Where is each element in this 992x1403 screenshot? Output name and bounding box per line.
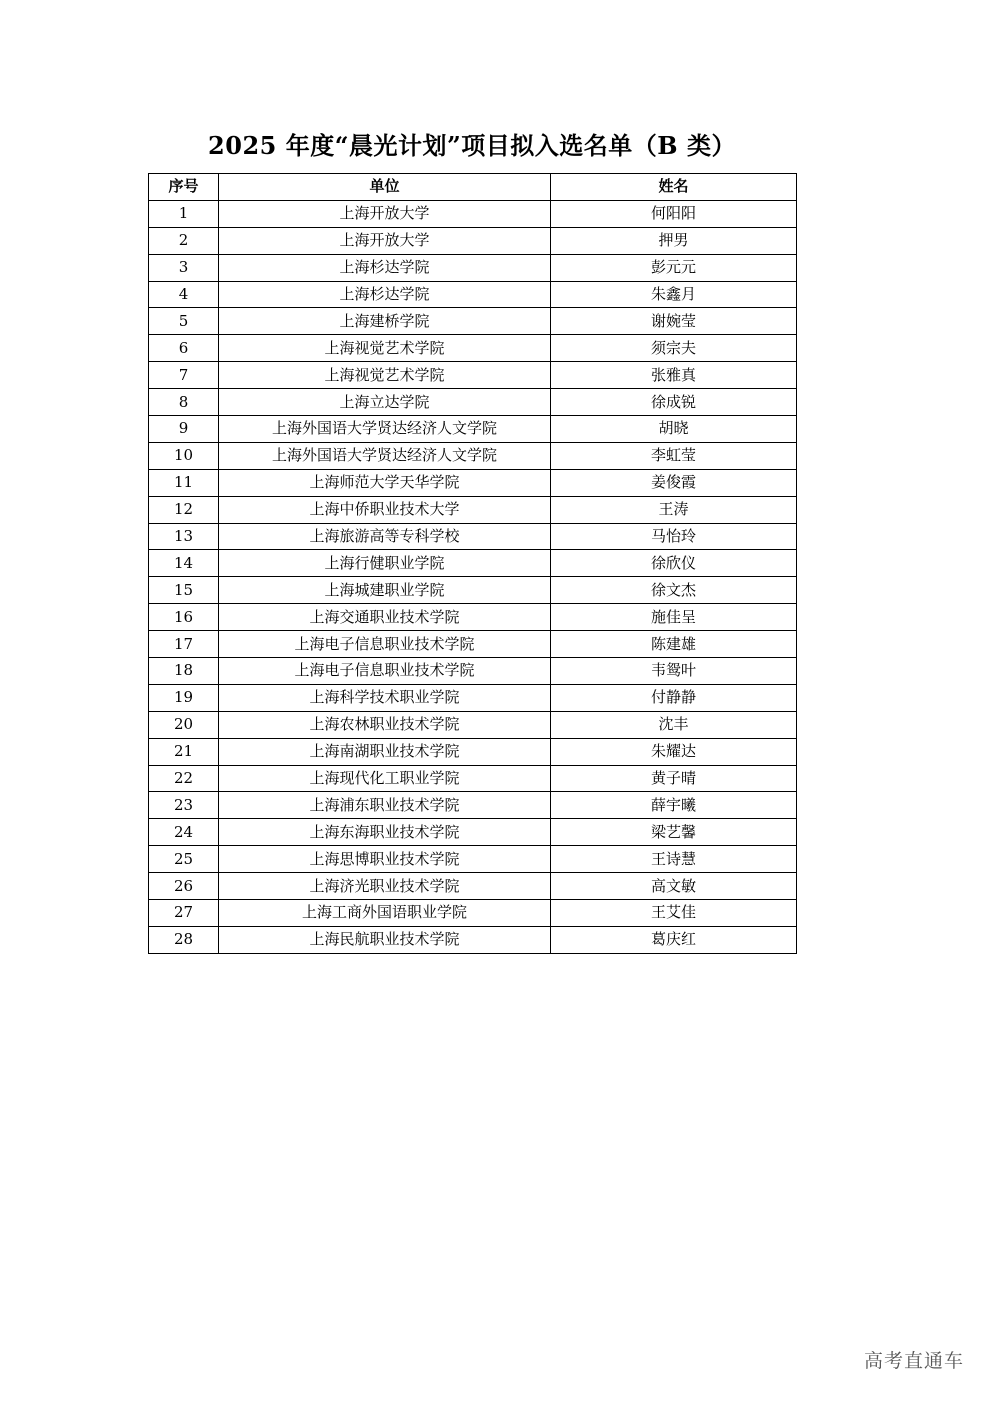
cell-seq: 26: [149, 873, 219, 900]
cell-unit: 上海电子信息职业技术学院: [219, 658, 551, 685]
table-row: [149, 281, 797, 308]
table-row: [149, 658, 797, 685]
cell-seq: 13: [149, 523, 219, 550]
cell-name: 付静静: [551, 684, 797, 711]
cell-seq: 16: [149, 604, 219, 631]
cell-name: 须宗夫: [551, 335, 797, 362]
cell-name: 彭元元: [551, 254, 797, 281]
cell-name: 何阳阳: [551, 200, 797, 227]
cell-unit: 上海杉达学院: [219, 281, 551, 308]
table-row: [149, 442, 797, 469]
cell-unit: 上海杉达学院: [219, 254, 551, 281]
cell-seq: 21: [149, 738, 219, 765]
cell-seq: 1: [149, 200, 219, 227]
cell-unit: 上海建桥学院: [219, 308, 551, 335]
table-row: [149, 926, 797, 953]
header-seq: 序号: [149, 174, 219, 201]
cell-unit: 上海科学技术职业学院: [219, 684, 551, 711]
cell-name: 高文敏: [551, 873, 797, 900]
cell-seq: 14: [149, 550, 219, 577]
cell-name: 陈建雄: [551, 631, 797, 658]
cell-unit: 上海交通职业技术学院: [219, 604, 551, 631]
cell-name: 王诗慧: [551, 846, 797, 873]
table-row: [149, 254, 797, 281]
table-row: [149, 792, 797, 819]
cell-unit: 上海现代化工职业学院: [219, 765, 551, 792]
document-title: 2025 年度“晨光计划”项目拟入选名单（B 类）: [208, 131, 736, 160]
cell-name: 徐欣仪: [551, 550, 797, 577]
cell-unit: 上海立达学院: [219, 389, 551, 416]
cell-name: 王艾佳: [551, 900, 797, 927]
cell-unit: 上海开放大学: [219, 227, 551, 254]
cell-name: 徐成锐: [551, 389, 797, 416]
cell-unit: 上海外国语大学贤达经济人文学院: [219, 442, 551, 469]
cell-seq: 2: [149, 227, 219, 254]
cell-name: 薛宇曦: [551, 792, 797, 819]
table-row: [149, 604, 797, 631]
table-row: [149, 577, 797, 604]
cell-name: 施佳呈: [551, 604, 797, 631]
cell-seq: 9: [149, 416, 219, 443]
table-row: [149, 550, 797, 577]
table-row: [149, 335, 797, 362]
table-row: [149, 496, 797, 523]
table-row: [149, 308, 797, 335]
cell-name: 黄子晴: [551, 765, 797, 792]
cell-unit: 上海济光职业技术学院: [219, 873, 551, 900]
cell-unit: 上海东海职业技术学院: [219, 819, 551, 846]
table-row: [149, 389, 797, 416]
cell-unit: 上海行健职业学院: [219, 550, 551, 577]
cell-name: 朱耀达: [551, 738, 797, 765]
table-row: [149, 200, 797, 227]
cell-unit: 上海工商外国语职业学院: [219, 900, 551, 927]
cell-name: 徐文杰: [551, 577, 797, 604]
cell-name: 朱鑫月: [551, 281, 797, 308]
cell-name: 谢婉莹: [551, 308, 797, 335]
cell-seq: 10: [149, 442, 219, 469]
cell-seq: 23: [149, 792, 219, 819]
cell-name: 王涛: [551, 496, 797, 523]
table-header: [149, 174, 797, 201]
cell-name: 张雅真: [551, 362, 797, 389]
cell-seq: 28: [149, 926, 219, 953]
cell-seq: 19: [149, 684, 219, 711]
table-row: [149, 873, 797, 900]
cell-unit: 上海中侨职业技术大学: [219, 496, 551, 523]
cell-unit: 上海思博职业技术学院: [219, 846, 551, 873]
header-row: [149, 174, 797, 201]
cell-name: 沈丰: [551, 711, 797, 738]
cell-name: 韦鸳叶: [551, 658, 797, 685]
cell-seq: 8: [149, 389, 219, 416]
table-row: [149, 631, 797, 658]
table-row: [149, 227, 797, 254]
cell-seq: 22: [149, 765, 219, 792]
table-row: [149, 469, 797, 496]
cell-unit: 上海南湖职业技术学院: [219, 738, 551, 765]
cell-seq: 3: [149, 254, 219, 281]
cell-unit: 上海师范大学天华学院: [219, 469, 551, 496]
cell-name: 马怡玲: [551, 523, 797, 550]
cell-seq: 12: [149, 496, 219, 523]
cell-unit: 上海开放大学: [219, 200, 551, 227]
cell-seq: 17: [149, 631, 219, 658]
candidate-list-table: [148, 173, 797, 954]
cell-name: 胡晓: [551, 416, 797, 443]
cell-unit: 上海旅游高等专科学校: [219, 523, 551, 550]
cell-seq: 27: [149, 900, 219, 927]
table-row: [149, 900, 797, 927]
cell-seq: 20: [149, 711, 219, 738]
table-row: [149, 416, 797, 443]
watermark-text: 高考直通车: [863, 1350, 964, 1372]
cell-unit: 上海视觉艺术学院: [219, 335, 551, 362]
table-row: [149, 523, 797, 550]
header-name: 姓名: [551, 174, 797, 201]
cell-unit: 上海视觉艺术学院: [219, 362, 551, 389]
table-row: [149, 819, 797, 846]
cell-seq: 5: [149, 308, 219, 335]
table-row: [149, 846, 797, 873]
table-row: [149, 711, 797, 738]
cell-seq: 7: [149, 362, 219, 389]
header-unit: 单位: [219, 174, 551, 201]
cell-unit: 上海浦东职业技术学院: [219, 792, 551, 819]
cell-name: 姜俊霞: [551, 469, 797, 496]
cell-seq: 15: [149, 577, 219, 604]
cell-unit: 上海电子信息职业技术学院: [219, 631, 551, 658]
cell-unit: 上海外国语大学贤达经济人文学院: [219, 416, 551, 443]
cell-name: 李虹莹: [551, 442, 797, 469]
table-row: [149, 684, 797, 711]
cell-unit: 上海民航职业技术学院: [219, 926, 551, 953]
cell-seq: 11: [149, 469, 219, 496]
table-body: [149, 200, 797, 953]
cell-seq: 6: [149, 335, 219, 362]
cell-seq: 24: [149, 819, 219, 846]
table-row: [149, 738, 797, 765]
cell-seq: 18: [149, 658, 219, 685]
table-row: [149, 765, 797, 792]
cell-seq: 25: [149, 846, 219, 873]
cell-name: 梁艺馨: [551, 819, 797, 846]
cell-unit: 上海农林职业技术学院: [219, 711, 551, 738]
cell-name: 押男: [551, 227, 797, 254]
cell-seq: 4: [149, 281, 219, 308]
cell-unit: 上海城建职业学院: [219, 577, 551, 604]
table-row: [149, 362, 797, 389]
cell-name: 葛庆红: [551, 926, 797, 953]
